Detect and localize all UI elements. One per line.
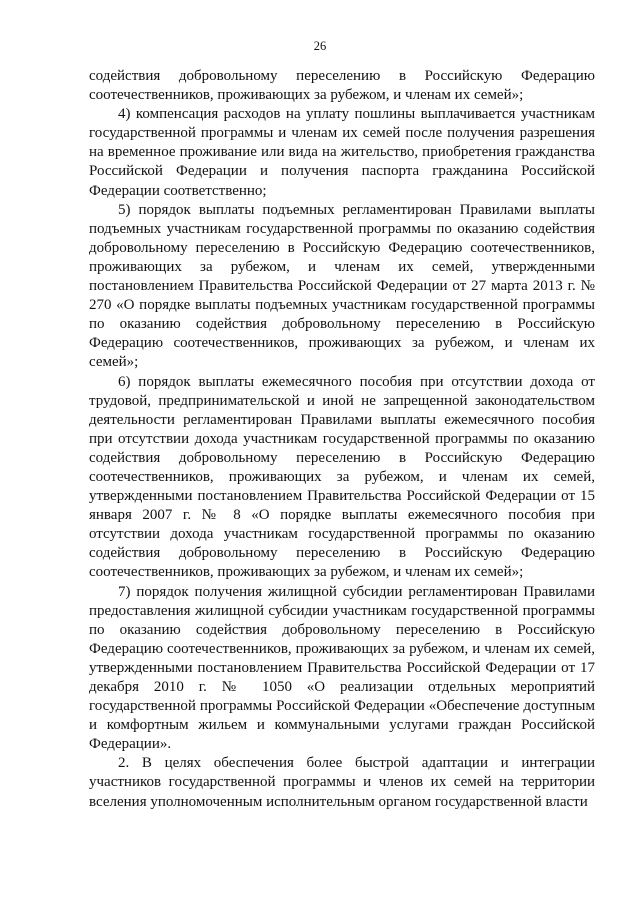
body-text — [89, 67, 595, 812]
paragraph-item-6: 6) порядок выплаты ежемесячного пособия при отсутствии дохода от трудовой, предпринимательской и иной не запрещенной законодательством деятельности регламентирован Правилами выплаты ежемесячного пособия при отсутствии дохода участникам государственной программы по оказанию содействия добровольному переселению в Российскую Федерацию соотечественников, проживающих за рубежом, и членам их семей, утвержденными постановлением Правительства Российской Федерации от 15 января 2007 г. № 8 «О порядке выплаты ежемесячного пособия при отсутствии дохода участникам государственной программы по оказанию содействия добровольному переселению в Российскую Федерацию соотечественников, проживающих за рубежом, и членам их семей»; — [89, 373, 595, 581]
paragraph-item-4: 4) компенсация расходов на уплату пошлины выплачивается участникам государственной программы и членам их семей после получения разрешения на временное проживание или вида на жительство, приобретения гражданства Российской Федерации и получения паспорта гражданина Российской Федерации соответственно; — [89, 106, 595, 199]
paragraph-continuation: содействия добровольному переселению в Российскую Федерацию соотечественников, проживающих за рубежом, и членам их семей»; — [89, 68, 595, 104]
paragraph-item-5: 5) порядок выплаты подъемных регламентирован Правилами выплаты подъемных участникам государственной программы по оказанию содействия добровольному переселению в Российскую Федерацию соотечественников, проживающих за рубежом, и членам их семей, утвержденными постановлением Правительства Российской Федерации от 27 марта 2013 г. № 270 «О порядке выплаты подъемных участникам государственной программы по оказанию содействия добровольному переселению в Российскую Федерацию соотечественников, проживающих за рубежом, и членам их семей»; — [89, 201, 595, 371]
page-number: 26 — [313, 39, 327, 53]
paragraph-item-7: 7) порядок получения жилищной субсидии регламентирован Правилами предоставления жилищной субсидии участникам государственной программы по оказанию содействия добровольному переселению в Российскую Федерацию соотечественников, проживающих за рубежом, и членам их семей, утвержденными постановлением Правительства Российской Федерации от 17 декабря 2010 г. № 1050 «О реализации отдельных мероприятий государственной программы Российской Федерации «Обеспечение доступным и комфортным жильем и коммунальными услугами граждан Российской Федерации». — [89, 583, 595, 753]
paragraph-section-2: 2. В целях обеспечения более быстрой адаптации и интеграции участников государственной программы и членов их семей на территории вселения уполномоченным исполнительным органом государственной власти — [89, 755, 595, 810]
